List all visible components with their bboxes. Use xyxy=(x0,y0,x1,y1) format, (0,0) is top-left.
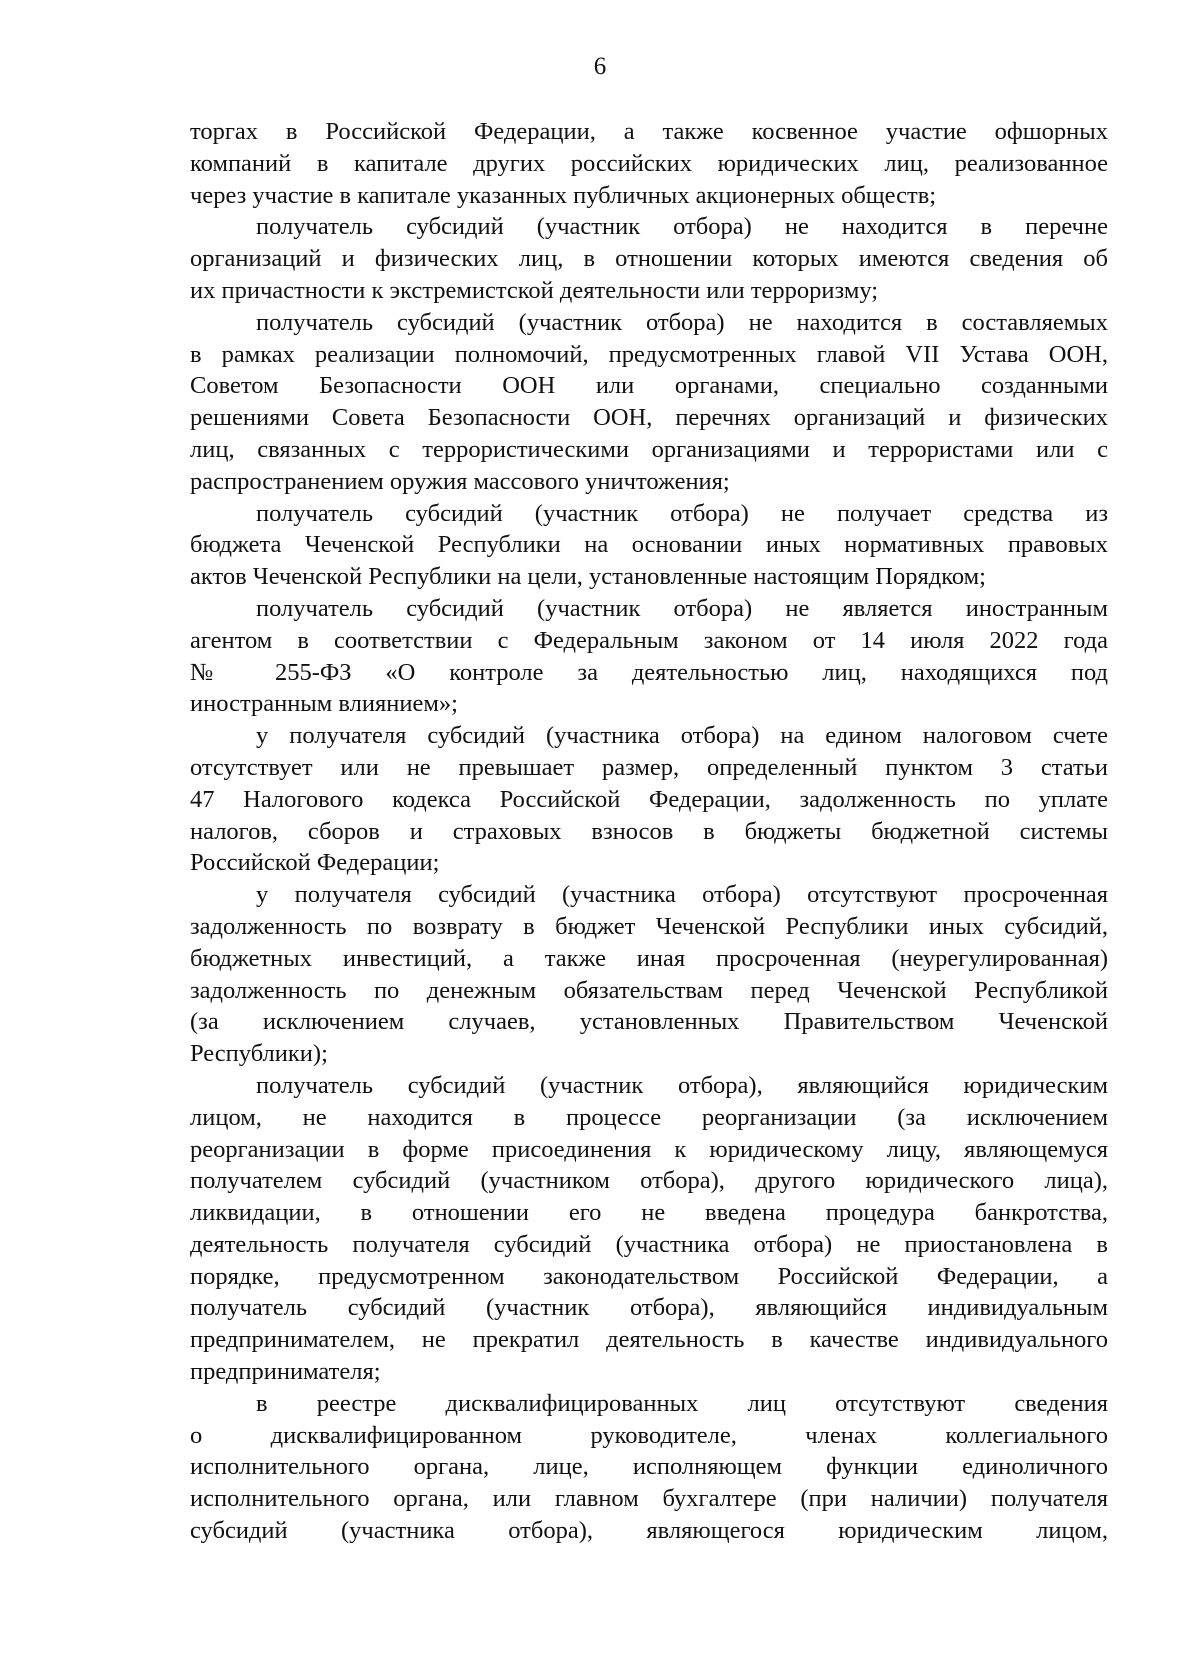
text-line: Российской Федерации; xyxy=(190,849,440,877)
text-line: предпринимателем, не прекратил деятельность в качестве индивидуального xyxy=(190,1326,1108,1354)
text-line: ликвидации, в отношении его не введена процедура банкротства, xyxy=(190,1199,1108,1227)
text-line: бюджета Чеченской Республики на основании иных нормативных правовых xyxy=(190,531,1108,559)
text-line: 47 Налогового кодекса Российской Федерации, задолженность по уплате xyxy=(190,785,1108,813)
text-line: компаний в капитале других российских юридических лиц, реализованное xyxy=(190,149,1108,177)
text-line: о дисквалифицированном руководителе, членах коллегиального xyxy=(190,1421,1108,1449)
text-line: получатель субсидий (участник отбора) не получает средства из xyxy=(256,499,1108,527)
text-line: задолженность по денежным обязательствам перед Чеченской Республикой xyxy=(190,976,1108,1004)
text-line: субсидий (участника отбора), являющегося юридическим лицом, xyxy=(190,1517,1108,1545)
text-line: получатель субсидий (участник отбора) не является иностранным xyxy=(256,594,1108,622)
text-line: получатель субсидий (участник отбора), являющийся юридическим xyxy=(256,1071,1108,1099)
text-line: у получателя субсидий (участника отбора) отсутствуют просроченная xyxy=(256,881,1108,909)
text-line: (за исключением случаев, установленных Правительством Чеченской xyxy=(190,1008,1108,1036)
text-line: задолженность по возврату в бюджет Чеченской Республики иных субсидий, xyxy=(190,912,1108,940)
text-line: порядке, предусмотренном законодательством Российской Федерации, а xyxy=(190,1262,1108,1290)
text-line: предпринимателя; xyxy=(190,1358,381,1386)
text-line: через участие в капитале указанных публичных акционерных обществ; xyxy=(190,181,937,209)
text-line: в реестре дисквалифицированных лиц отсутствуют сведения xyxy=(256,1389,1108,1417)
text-line: распространением оружия массового уничтожения; xyxy=(190,467,730,495)
text-line: налогов, сборов и страховых взносов в бюджеты бюджетной системы xyxy=(190,817,1108,845)
text-line: актов Чеченской Республики на цели, установленные настоящим Порядком; xyxy=(190,563,986,591)
text-line: в рамках реализации полномочий, предусмотренных главой VII Устава ООН, xyxy=(190,340,1108,368)
text-line: № 255-ФЗ «О контроле за деятельностью лиц, находящихся под xyxy=(190,658,1108,686)
page-number: 6 xyxy=(593,53,607,80)
text-line: Советом Безопасности ООН или органами, специально созданными xyxy=(190,372,1108,400)
text-line: исполнительного органа, или главном бухгалтере (при наличии) получателя xyxy=(190,1485,1108,1513)
text-line: торгах в Российской Федерации, а также косвенное участие офшорных xyxy=(190,118,1108,145)
text-line: получателем субсидий (участником отбора), другого юридического лица), xyxy=(190,1167,1108,1195)
text-line: получатель субсидий (участник отбора), являющийся индивидуальным xyxy=(190,1294,1108,1322)
text-line: Республики); xyxy=(190,1040,328,1068)
text-line: реорганизации в форме присоединения к юридическому лицу, являющемуся xyxy=(190,1135,1108,1163)
text-line: агентом в соответствии с Федеральным законом от 14 июля 2022 года xyxy=(190,626,1108,654)
text-line: иностранным влиянием»; xyxy=(190,690,458,718)
text-line: лиц, связанных с террористическими организациями и террористами или с xyxy=(190,435,1108,463)
text-line: организаций и физических лиц, в отношении которых имеются сведения об xyxy=(190,245,1108,273)
text-line: получатель субсидий (участник отбора) не находится в составляемых xyxy=(256,308,1108,336)
text-line: бюджетных инвестиций, а также иная просроченная (неурегулированная) xyxy=(190,944,1108,972)
text-line: решениями Совета Безопасности ООН, перечнях организаций и физических xyxy=(190,404,1108,432)
text-line: деятельность получателя субсидий (участника отбора) не приостановлена в xyxy=(190,1230,1108,1258)
text-line: у получателя субсидий (участника отбора) на едином налоговом счете xyxy=(256,722,1108,750)
text-line: их причастности к экстремистской деятельности или терроризму; xyxy=(190,276,879,304)
text-line: лицом, не находится в процессе реорганизации (за исключением xyxy=(190,1103,1108,1131)
text-line: отсутствует или не превышает размер, определенный пунктом 3 статьи xyxy=(190,753,1108,781)
document-body xyxy=(190,116,1108,1547)
text-line: получатель субсидий (участник отбора) не находится в перечне xyxy=(256,213,1108,241)
text-line: исполнительного органа, лице, исполняющем функции единоличного xyxy=(190,1453,1108,1481)
